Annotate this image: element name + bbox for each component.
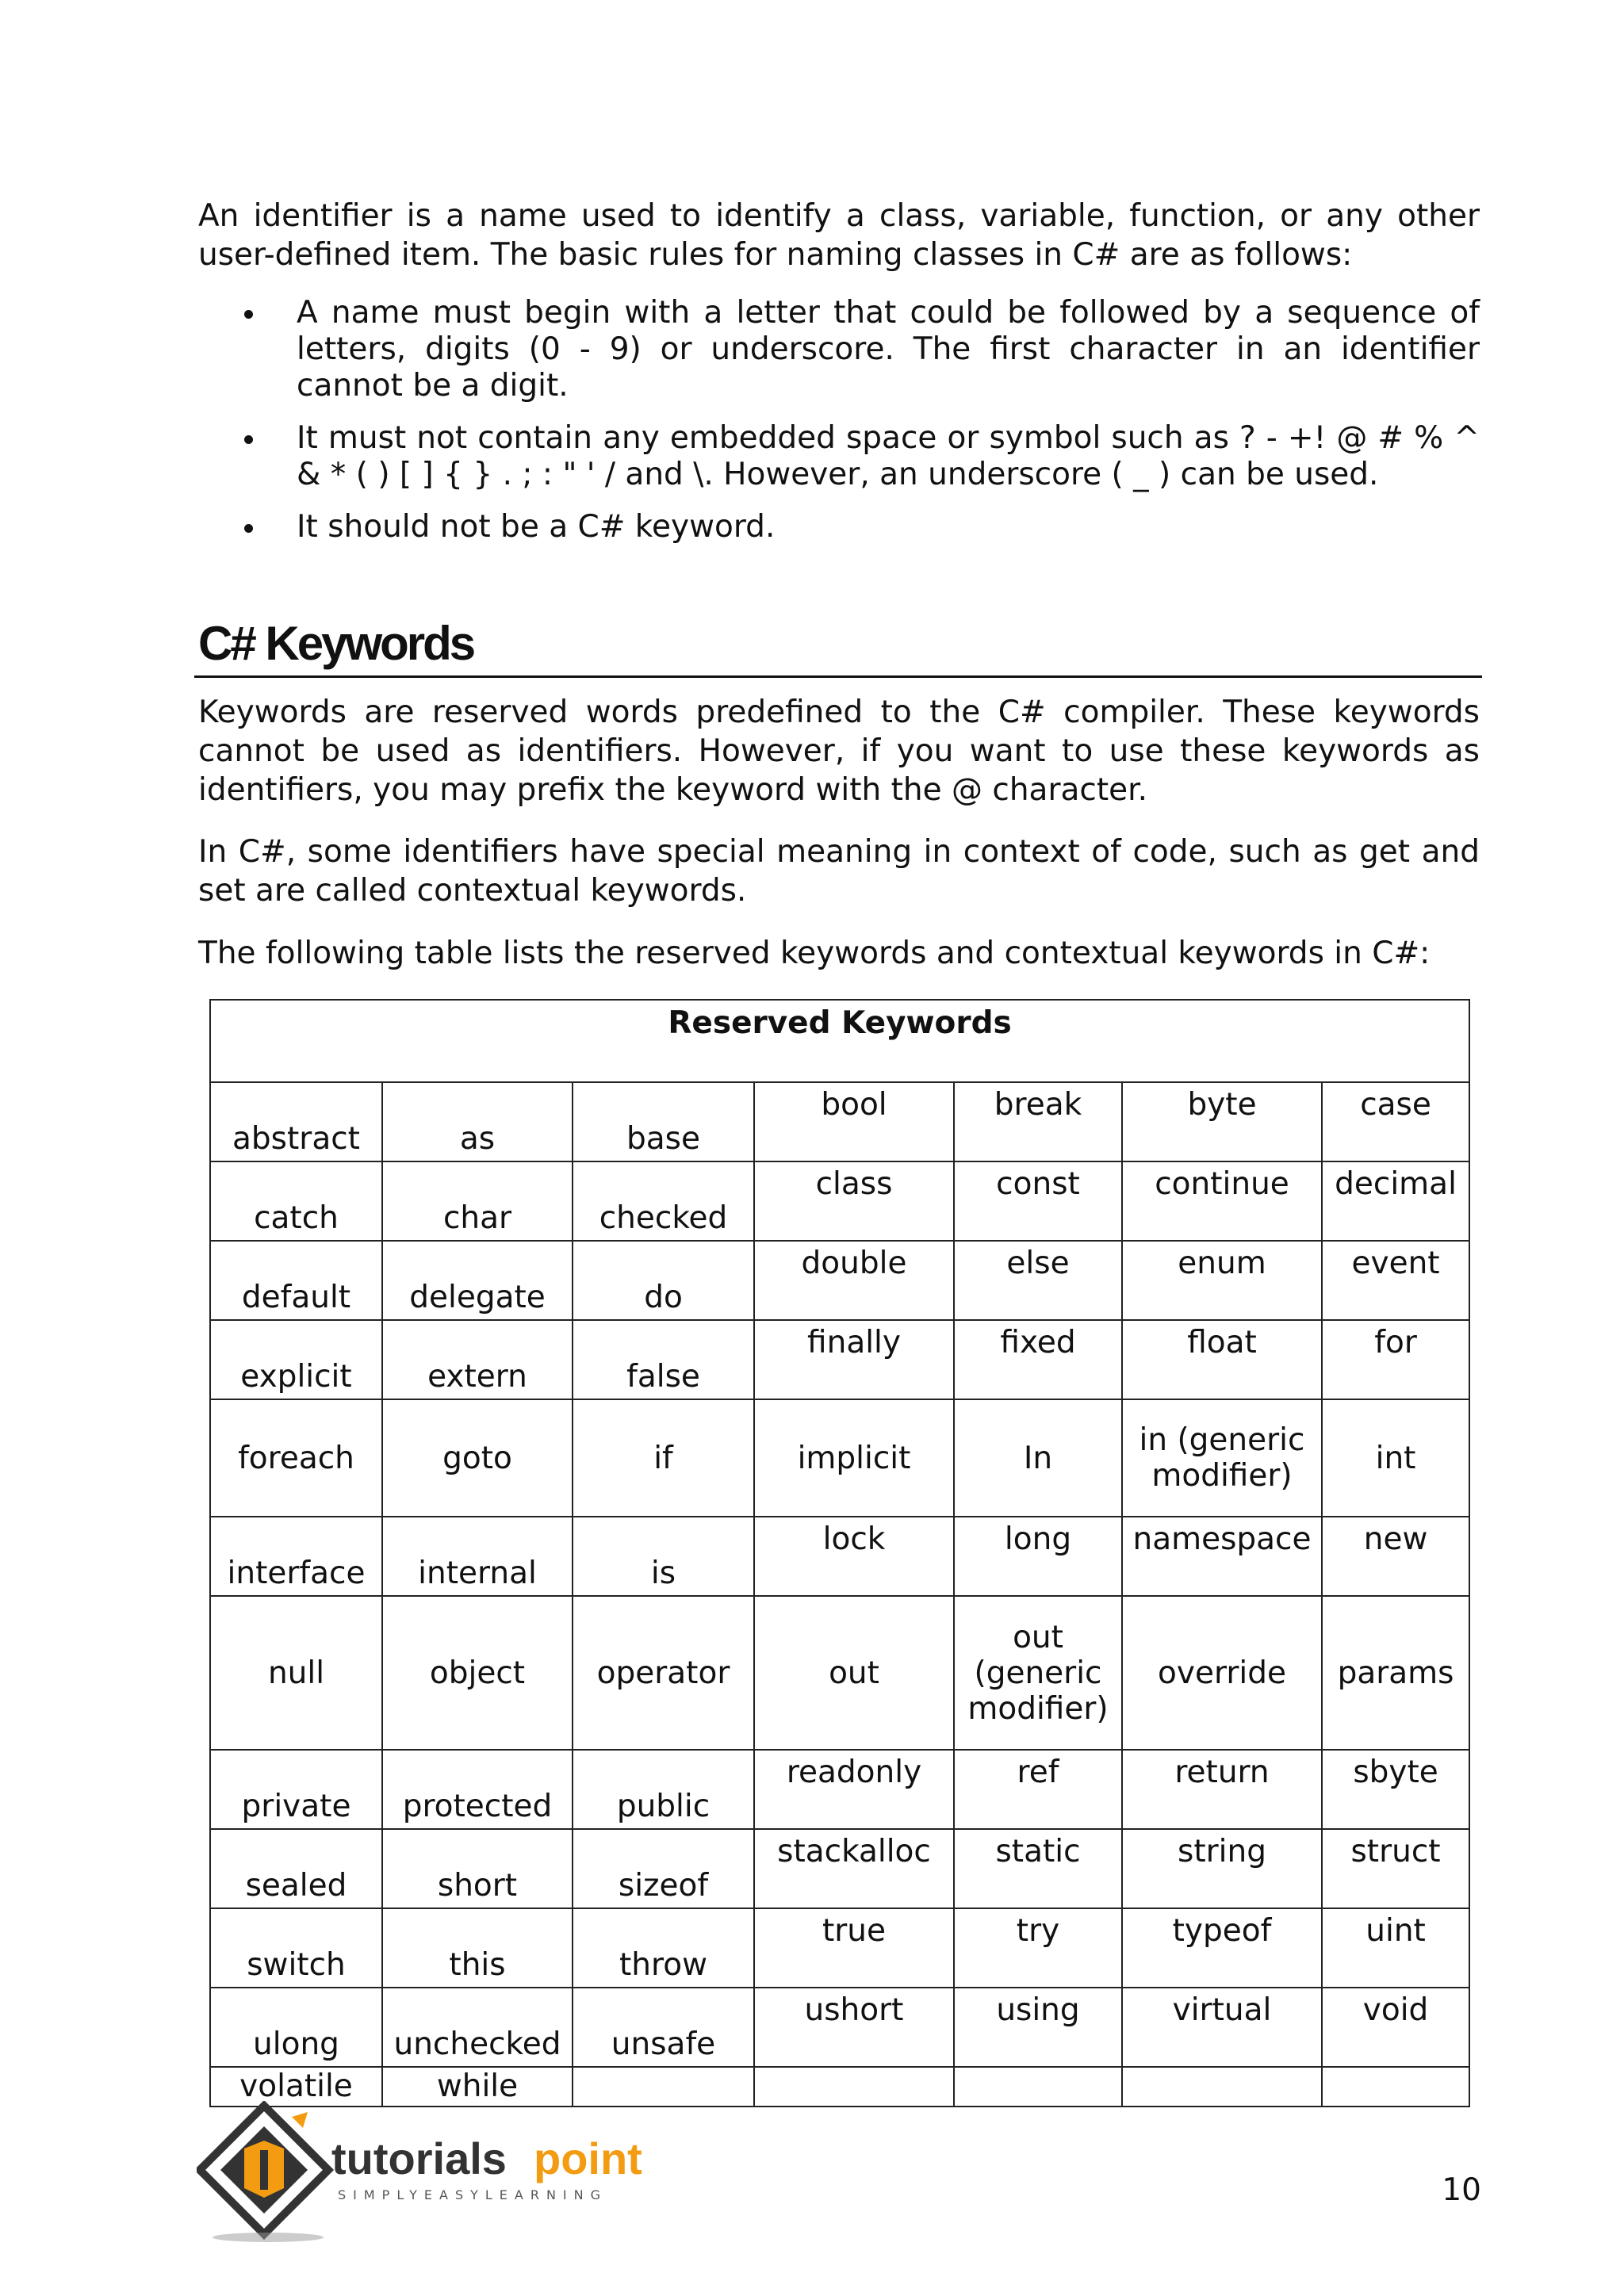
- keyword-cell: false: [573, 1320, 754, 1399]
- keyword-cell: switch: [210, 1908, 382, 1988]
- keyword-cell: for: [1322, 1320, 1469, 1399]
- keyword-cell: namespace: [1122, 1517, 1322, 1596]
- keyword-cell: class: [754, 1161, 954, 1241]
- table-row: [210, 1161, 1469, 1241]
- keyword-cell: params: [1322, 1596, 1469, 1750]
- keyword-cell: delegate: [382, 1241, 573, 1320]
- table-row: [210, 1241, 1469, 1320]
- keyword-cell: const: [954, 1161, 1122, 1241]
- keyword-cell: throw: [573, 1908, 754, 1988]
- keyword-cell: object: [382, 1596, 573, 1750]
- table-row: [210, 1988, 1469, 2067]
- keyword-cell: extern: [382, 1320, 573, 1399]
- keyword-cell: readonly: [754, 1750, 954, 1829]
- keyword-cell: if: [573, 1399, 754, 1517]
- keyword-cell: return: [1122, 1750, 1322, 1829]
- keyword-cell: enum: [1122, 1241, 1322, 1320]
- bullet-icon: [244, 524, 253, 533]
- keyword-cell: this: [382, 1908, 573, 1988]
- keyword-cell: sealed: [210, 1829, 382, 1908]
- keyword-cell: internal: [382, 1517, 573, 1596]
- table-intro-paragraph: The following table lists the reserved keywords and contextual keywords in C#:: [198, 936, 1431, 971]
- table-row: [210, 1320, 1469, 1399]
- table-row: [210, 1399, 1469, 1517]
- table-body: [210, 1082, 1469, 2107]
- intro-paragraph: An identifier is a name used to identify a class, variable, function, or any other user-defined item. The basic rules for naming classes in C# are as follows:: [198, 198, 1480, 273]
- list-item: It must not contain any embedded space or symbol such as ? - +! @ # % ^ & * ( ) [ ] { } . ; : " ' / and \. However, an underscore ( _ ) can be used.: [198, 420, 1480, 493]
- keyword-cell: uint: [1322, 1908, 1469, 1988]
- table-row: [210, 1829, 1469, 1908]
- keyword-cell: virtual: [1122, 1988, 1322, 2067]
- keyword-cell: implicit: [754, 1399, 954, 1517]
- keyword-cell: operator: [573, 1596, 754, 1750]
- table-row: [210, 1517, 1469, 1596]
- keyword-cell: ulong: [210, 1988, 382, 2067]
- keyword-cell: out (generic modifier): [954, 1596, 1122, 1750]
- contextual-paragraph: In C#, some identifiers have special meaning in context of code, such as get and set are called contextual keywords.: [198, 834, 1480, 909]
- keyword-cell: [754, 2067, 954, 2107]
- keyword-cell: new: [1322, 1517, 1469, 1596]
- keyword-cell: break: [954, 1082, 1122, 1161]
- list-item: A name must begin with a letter that could be followed by a sequence of letters, digits (0 - 9) or underscore. The first character in an identifier cannot be a digit.: [198, 295, 1480, 404]
- keyword-cell: int: [1322, 1399, 1469, 1517]
- keyword-cell: byte: [1122, 1082, 1322, 1161]
- keyword-cell: decimal: [1322, 1161, 1469, 1241]
- bullet-icon: [244, 310, 253, 319]
- keyword-cell: interface: [210, 1517, 382, 1596]
- keyword-cell: event: [1322, 1241, 1469, 1320]
- keyword-cell: ushort: [754, 1988, 954, 2067]
- keyword-cell: private: [210, 1750, 382, 1829]
- keyword-cell: volatile: [210, 2067, 382, 2107]
- keyword-cell: string: [1122, 1829, 1322, 1908]
- keyword-cell: null: [210, 1596, 382, 1750]
- keyword-cell: abstract: [210, 1082, 382, 1161]
- keyword-cell: using: [954, 1988, 1122, 2067]
- keyword-cell: bool: [754, 1082, 954, 1161]
- keyword-cell: default: [210, 1241, 382, 1320]
- keyword-cell: double: [754, 1241, 954, 1320]
- keyword-cell: in (generic modifier): [1122, 1399, 1322, 1517]
- keyword-cell: finally: [754, 1320, 954, 1399]
- keyword-cell: char: [382, 1161, 573, 1241]
- table-title: Reserved Keywords: [210, 1000, 1469, 1082]
- keyword-cell: float: [1122, 1320, 1322, 1399]
- section-heading: C# Keywords: [198, 617, 474, 670]
- keyword-cell: public: [573, 1750, 754, 1829]
- keyword-cell: sizeof: [573, 1829, 754, 1908]
- keyword-cell: checked: [573, 1161, 754, 1241]
- keyword-cell: ref: [954, 1750, 1122, 1829]
- tutorialspoint-logo: [197, 2101, 657, 2244]
- keyword-cell: case: [1322, 1082, 1469, 1161]
- bullet-icon: [244, 435, 253, 444]
- keyword-cell: static: [954, 1829, 1122, 1908]
- list-item: It should not be a C# keyword.: [198, 509, 1480, 545]
- table-row: [210, 1908, 1469, 1988]
- logo-text-tutorials: tutorials: [331, 2133, 507, 2183]
- keyword-cell: continue: [1122, 1161, 1322, 1241]
- keyword-cell: [1122, 2067, 1322, 2107]
- keyword-cell: while: [382, 2067, 573, 2107]
- page-number: 10: [1442, 2172, 1481, 2208]
- keyword-cell: fixed: [954, 1320, 1122, 1399]
- table-row: [210, 1596, 1469, 1750]
- keyword-cell: else: [954, 1241, 1122, 1320]
- keyword-cell: lock: [754, 1517, 954, 1596]
- logo-emblem-icon: [200, 2106, 328, 2242]
- keyword-cell: do: [573, 1241, 754, 1320]
- keyword-cell: foreach: [210, 1399, 382, 1517]
- logo-text-point: point: [534, 2133, 642, 2183]
- keyword-cell: long: [954, 1517, 1122, 1596]
- keyword-cell: struct: [1322, 1829, 1469, 1908]
- keyword-cell: true: [754, 1908, 954, 1988]
- keyword-cell: typeof: [1122, 1908, 1322, 1988]
- keyword-cell: explicit: [210, 1320, 382, 1399]
- keyword-cell: protected: [382, 1750, 573, 1829]
- keyword-cell: sbyte: [1322, 1750, 1469, 1829]
- reserved-keywords-table: [209, 999, 1470, 2107]
- keyword-cell: base: [573, 1082, 754, 1161]
- keyword-cell: override: [1122, 1596, 1322, 1750]
- keyword-cell: catch: [210, 1161, 382, 1241]
- keyword-cell: unchecked: [382, 1988, 573, 2067]
- heading-divider: [194, 675, 1482, 678]
- keyword-cell: short: [382, 1829, 573, 1908]
- keyword-cell: [1322, 2067, 1469, 2107]
- keyword-cell: stackalloc: [754, 1829, 954, 1908]
- keyword-cell: In: [954, 1399, 1122, 1517]
- naming-rules-list: [198, 295, 1480, 561]
- keywords-paragraph: Keywords are reserved words predefined to the C# compiler. These keywords cannot be used as identifiers. However, if you want to use these keywords as identifiers, you may prefix the keyword with the @ character.: [198, 695, 1480, 808]
- keyword-cell: try: [954, 1908, 1122, 1988]
- keyword-cell: [954, 2067, 1122, 2107]
- keyword-cell: is: [573, 1517, 754, 1596]
- keyword-cell: unsafe: [573, 1988, 754, 2067]
- keyword-cell: as: [382, 1082, 573, 1161]
- table-row: [210, 1082, 1469, 1161]
- keyword-cell: goto: [382, 1399, 573, 1517]
- logo-tagline: SIMPLYEASYLEARNING: [338, 2187, 608, 2202]
- keyword-cell: out: [754, 1596, 954, 1750]
- table-row: [210, 1750, 1469, 1829]
- keyword-cell: void: [1322, 1988, 1469, 2067]
